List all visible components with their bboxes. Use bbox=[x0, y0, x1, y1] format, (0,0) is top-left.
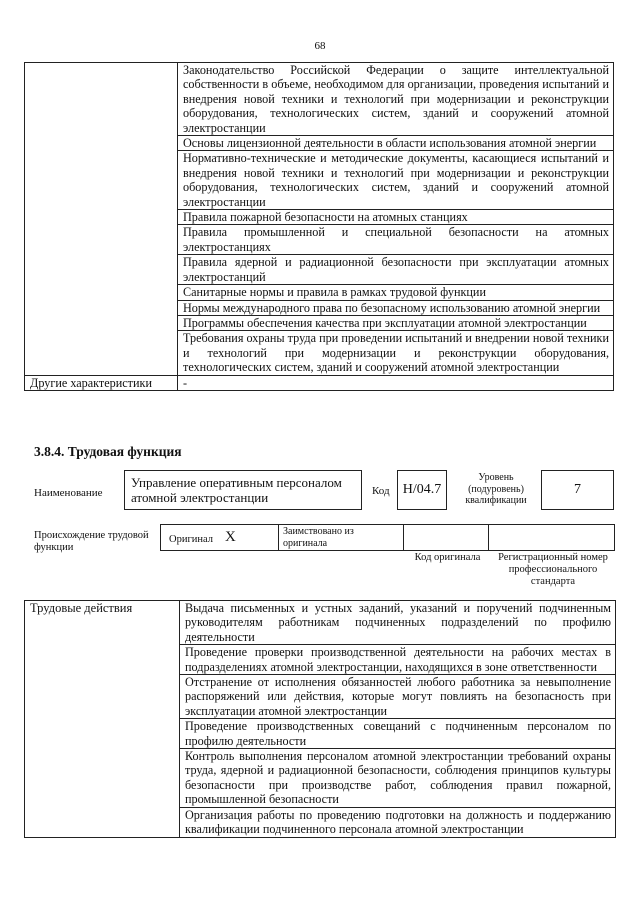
reg-number-cell bbox=[489, 525, 614, 550]
original-cell bbox=[161, 525, 279, 550]
table-cell: Нормативно-технические и методические документы, касающиеся испытаний и внедрения новой техники и технологий при модернизации и реконструкции оборудования, технологических систем, зданий и сооружений атомной электростанции bbox=[178, 151, 614, 210]
code-value: H/04.7 bbox=[402, 482, 442, 497]
original-label: Оригинал bbox=[169, 534, 213, 545]
table-cell: Правила промышленной и специальной безопасности на атомных электростанциях bbox=[178, 225, 614, 255]
table-cell: Санитарные нормы и правила в рамках трудовой функции bbox=[178, 285, 614, 300]
labor-actions-label: Трудовые действия bbox=[25, 601, 180, 838]
borrowed-cell bbox=[279, 525, 404, 550]
borrowed-label: Заимствовано из оригинала bbox=[283, 526, 354, 549]
code-original-cell bbox=[404, 525, 489, 550]
reg-number-label: Регистрационный номер профессионального стандарта bbox=[498, 552, 608, 587]
section-title: 3.8.4. Трудовая функция bbox=[34, 444, 182, 459]
empty-label-cell bbox=[25, 63, 178, 376]
table-cell: Правила пожарной безопасности на атомных станциях bbox=[178, 210, 614, 225]
name-value: Управление оперативным персоналом атомной электростанции bbox=[131, 475, 342, 505]
table-cell: Законодательство Российской Федерации о защите интеллектуальной собственности в объеме, необходимом для организации, проведения испытаний и внедрения новой техники и технологий при модернизации и реконструкции оборудования, технологических систем, зданий и сооружений атомной электростанции bbox=[178, 63, 614, 136]
other-characteristics-label: Другие характеристики bbox=[25, 375, 178, 390]
table-cell: Проведение проверки производственной деятельности на рабочих местах в подразделениях атомной электростанции, находящихся в зоне ответственности bbox=[180, 645, 616, 675]
table-cell: Организация работы по проведению подготовки на должность и поддержанию квалификации подчиненного персонала атомной электростанции bbox=[180, 807, 616, 837]
table-cell: Контроль выполнения персоналом атомной электростанции требований охраны труда, ядерной и радиационной безопасности, соблюдения принципов культуры безопасности при производстве работ, соблюдения правил пожарной, промышленной безопасности bbox=[180, 749, 616, 808]
original-mark: X bbox=[225, 529, 236, 545]
table-row bbox=[25, 601, 616, 645]
level-value-box bbox=[541, 470, 614, 510]
knowledge-table bbox=[24, 62, 614, 391]
code-label: Код bbox=[372, 485, 390, 497]
table-cell: Нормы международного права по безопасному использованию атомной энергии bbox=[178, 300, 614, 315]
level-value: 7 bbox=[574, 482, 581, 497]
table-cell: Проведение производственных совещаний с подчиненным персоналом по профилю деятельности bbox=[180, 719, 616, 749]
table-cell: Требования охраны труда при проведении испытаний и внедрении новой техники и технологий при модернизации и реконструкции оборудования, технологических систем, зданий и сооружений атомной электростанции bbox=[178, 331, 614, 375]
labor-actions-table bbox=[24, 600, 616, 838]
code-value-box bbox=[397, 470, 447, 510]
table-cell: Правила ядерной и радиационной безопасности при эксплуатации атомных электростанций bbox=[178, 255, 614, 285]
origin-label: Происхождение трудовой функции bbox=[34, 530, 149, 553]
table-cell: Выдача письменных и устных заданий, указаний и поручений подчиненным руководителям работникам подчиненных подразделений по профилю деятельности bbox=[180, 601, 616, 645]
code-original-label: Код оригинала bbox=[414, 552, 481, 563]
table-row bbox=[25, 375, 614, 390]
page-number: 68 bbox=[314, 40, 326, 52]
name-value-box bbox=[124, 470, 362, 510]
table-cell: Программы обеспечения качества при эксплуатации атомной электростанции bbox=[178, 315, 614, 330]
table-row bbox=[25, 63, 614, 136]
table-cell: Отстранение от исполнения обязанностей любого работника за невыполнение распоряжений или действия, которые могут повлиять на безопасность при эксплуатации атомной электростанции bbox=[180, 675, 616, 719]
name-label: Наименование bbox=[34, 487, 103, 499]
level-label: Уровень (подуровень) квалификации bbox=[465, 472, 527, 506]
origin-row bbox=[160, 524, 615, 551]
table-cell: Основы лицензионной деятельности в области использования атомной энергии bbox=[178, 136, 614, 151]
other-characteristics-value: - bbox=[178, 375, 614, 390]
